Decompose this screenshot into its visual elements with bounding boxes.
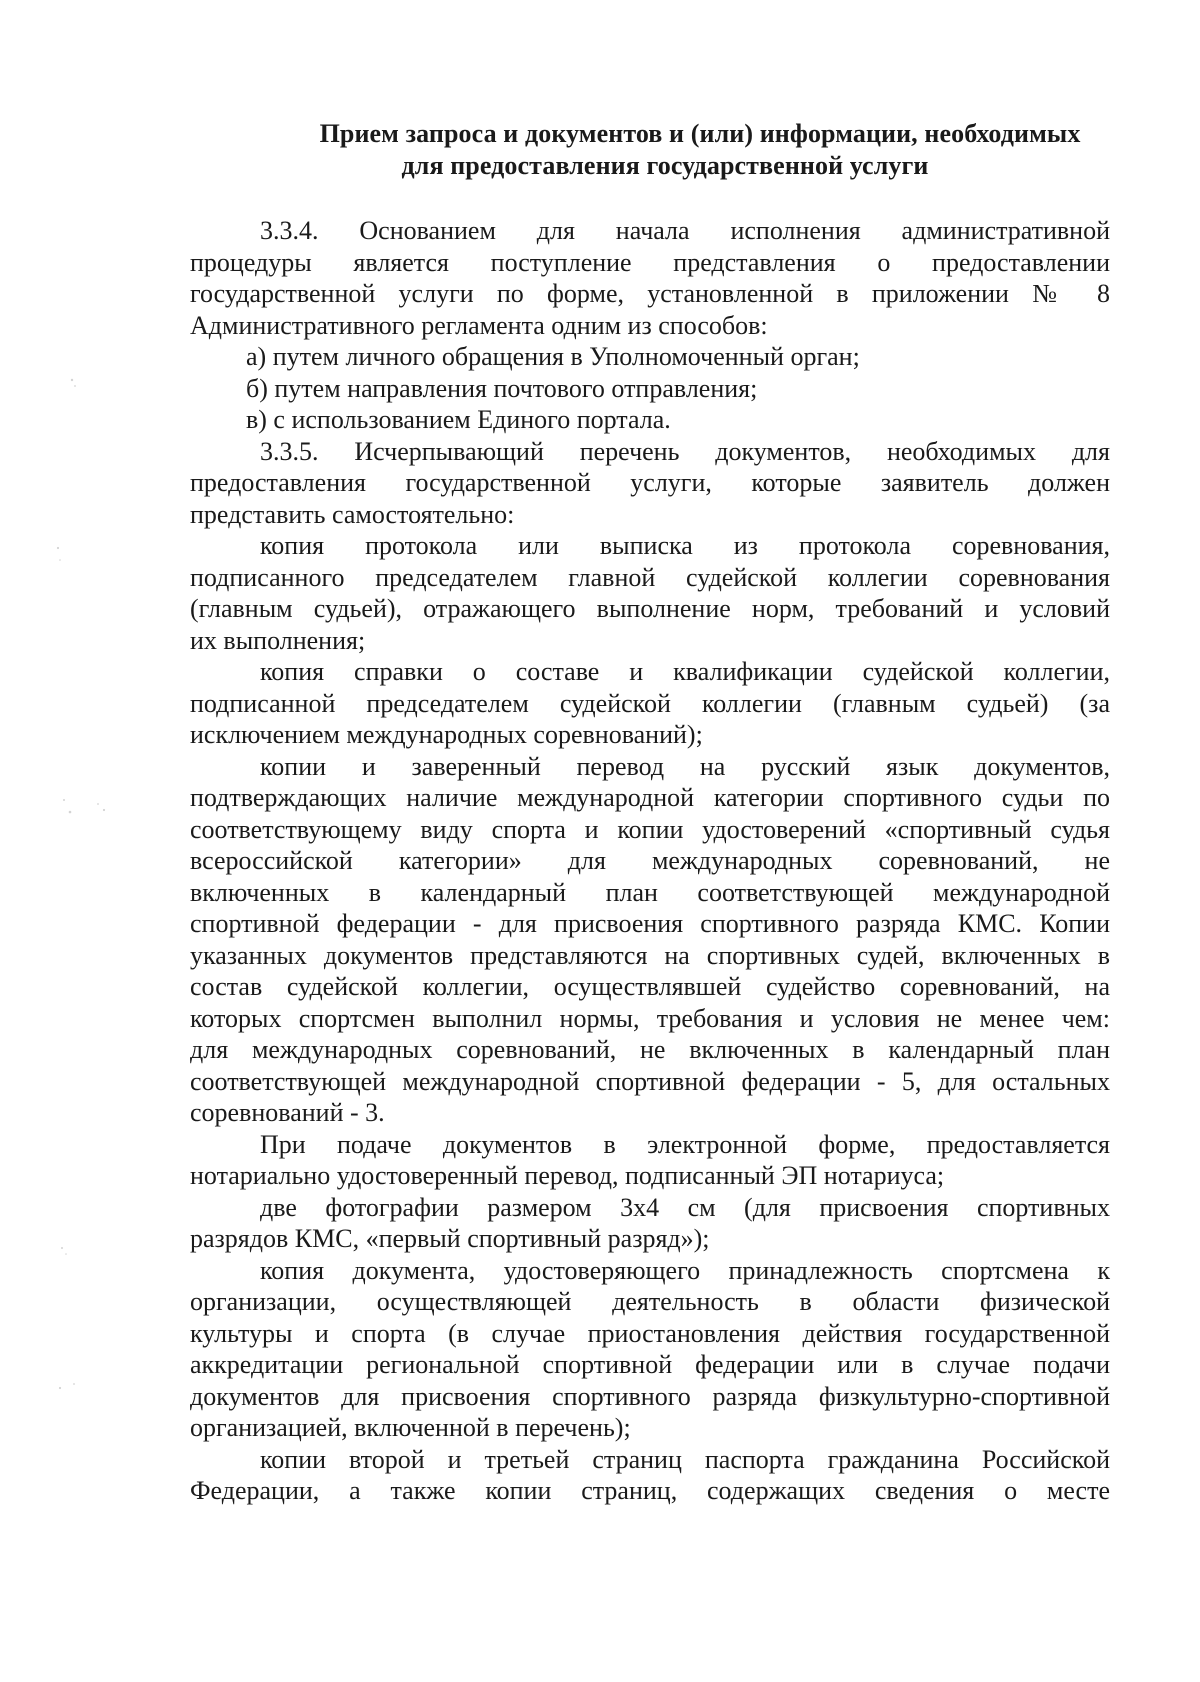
paragraph-protocol-copy [190,530,1110,656]
text-line: соответствующему виду спорта и копии удостоверений «спортивный судья [190,814,1110,844]
text-line: (главным судьей), отражающего выполнение норм, требований и условий [190,594,1110,623]
section-heading [190,118,1120,182]
text-line: всероссийской категории» для международных соревнований, не [190,846,1110,875]
text-line: исключением международных соревнований); [190,720,703,749]
text-line: разрядов КМС, «первый спортивный разряд»); [190,1224,710,1253]
text-line: государственной услуги по форме, установленной в приложении № 8 [190,279,1110,308]
text-line: соответствующей международной спортивной федерации - 5, для остальных [190,1066,1110,1096]
paragraph-photos [190,1192,1110,1255]
text-line: копии и заверенный перевод на русский язык документов, [260,751,1110,781]
paragraph-3-3-5 [190,436,1110,531]
document-body [190,215,1110,1507]
text-line: спортивной федерации - для присвоения спортивного разряда КМС. Копии [190,909,1110,938]
paragraph-reference-copy [190,656,1110,751]
text-line: которых спортсмен выполнил нормы, требования и условия не менее чем: [190,1003,1110,1033]
list-item-a [190,341,1110,373]
text-line: предоставления государственной услуги, которые заявитель должен [190,468,1110,497]
text-line: документов для присвоения спортивного разряда физкультурно-спортивной [190,1381,1110,1411]
text-line: Административного регламента одним из способов: [190,310,768,340]
heading-line-1: Прием запроса и документов и (или) информации, необходимых [319,119,1081,148]
list-item-c [190,404,1110,436]
paragraph-3-3-4 [190,215,1110,341]
text-line: аккредитации региональной спортивной федерации или в случае подачи [190,1350,1110,1379]
text-line: культуры и спорта (в случае приостановления действия государственной [190,1318,1110,1348]
text-line: 3.3.4. Основанием для начала исполнения административной [260,216,1110,245]
text-line: организации, осуществляющей деятельность в области физической [190,1287,1110,1316]
text-line: а) путем личного обращения в Уполномоченный орган; [246,342,860,371]
text-line: для международных соревнований, не включенных в календарный план [190,1035,1110,1064]
text-line: две фотографии размером 3х4 см (для присвоения спортивных [260,1192,1110,1222]
text-line: 3.3.5. Исчерпывающий перечень документов, необходимых для [260,436,1110,466]
text-line: б) путем направления почтового отправления; [246,373,758,403]
text-line: включенных в календарный план соответствующей международной [190,877,1110,907]
text-line: нотариально удостоверенный перевод, подписанный ЭП нотариуса; [190,1161,945,1190]
paragraph-electronic-form [190,1129,1110,1192]
text-line: копия справки о составе и квалификации судейской коллегии, [260,657,1110,686]
text-line: подписанной председателем судейской коллегии (главным судьей) (за [190,688,1110,718]
text-line: подписанного председателем главной судейской коллегии соревнования [190,562,1110,592]
paragraph-passport [190,1444,1110,1507]
text-line: их выполнения; [190,625,366,655]
list-item-b [190,373,1110,405]
text-line: в) с использованием Единого портала. [246,405,671,434]
text-line: подтверждающих наличие международной категории спортивного судьи по [190,783,1110,812]
heading-line-2: для предоставления государственной услуги [401,151,929,180]
paragraph-affiliation [190,1255,1110,1444]
text-line: соревнований - 3. [190,1098,385,1127]
text-line: состав судейской коллегии, осуществлявшей судейство соревнований, на [190,972,1110,1001]
paragraph-translation-copies [190,751,1110,1129]
text-line: копия протокола или выписка из протокола соревнования, [260,531,1110,560]
text-line: процедуры является поступление представления о предоставлении [190,247,1110,277]
text-line: копии второй и третьей страниц паспорта гражданина Российской [260,1444,1110,1474]
text-line: Федерации, а также копии страниц, содержащих сведения о месте [190,1476,1110,1505]
text-line: представить самостоятельно: [190,499,515,529]
text-line: копия документа, удостоверяющего принадлежность спортсмена к [260,1255,1110,1285]
text-line: указанных документов представляются на спортивных судей, включенных в [190,940,1110,970]
text-line: При подаче документов в электронной форме, предоставляется [260,1129,1110,1159]
text-line: организацией, включенной в перечень); [190,1413,631,1442]
